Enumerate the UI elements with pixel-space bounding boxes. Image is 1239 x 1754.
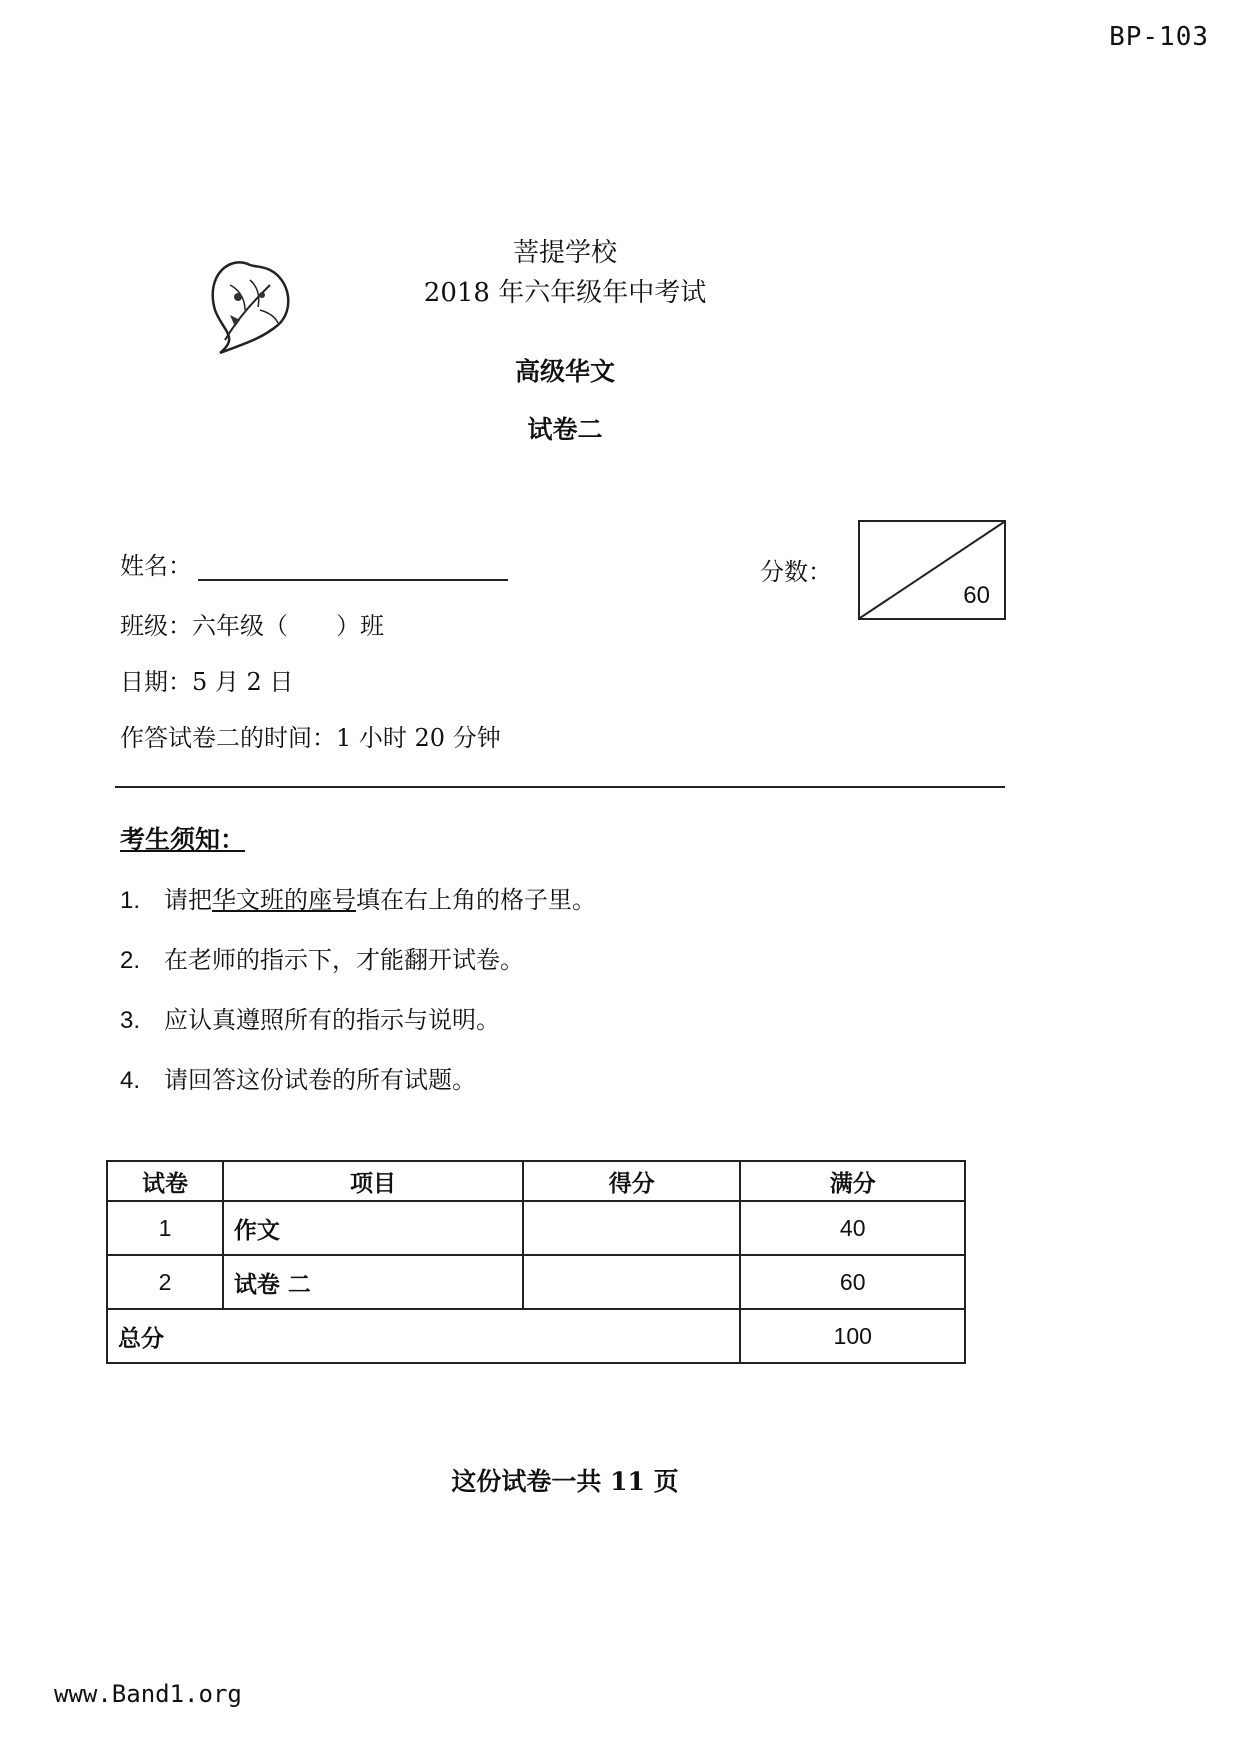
score-total: 60 [963, 582, 990, 609]
footer-url: www.Band1.org [54, 1680, 242, 1708]
instruction-number: 1. [120, 887, 141, 914]
instruction-item: 2. 在老师的指示下，才能翻开试卷。 [120, 946, 524, 974]
paper-title: 试卷二 [527, 415, 603, 444]
table-header-row [107, 1161, 965, 1201]
header-paper: 试卷 [107, 1161, 223, 1201]
table-row: 2 试卷 二 60 [107, 1255, 965, 1309]
class-field: 班级：六年级（ ）班 [120, 612, 384, 640]
instruction-item: 4. 请回答这份试卷的所有试题。 [120, 1066, 476, 1094]
subject-title: 高级华文 [514, 357, 615, 386]
header-full: 满分 [740, 1161, 965, 1201]
score-label: 分数： [760, 558, 832, 586]
exam-title: 2018 年六年级年中考试 [423, 278, 707, 308]
instruction-item: 1. 请把华文班的座号填在右上角的格子里。 [120, 886, 596, 914]
page-count: 这份试卷一共 11 页 [451, 1467, 679, 1496]
date-field: 日期：5 月 2 日 [120, 668, 294, 696]
name-field [120, 546, 508, 581]
name-label: 姓名： [120, 552, 192, 580]
header-item: 项目 [223, 1161, 523, 1201]
instruction-number: 3. [120, 1007, 141, 1034]
instruction-number: 4. [120, 1067, 141, 1094]
total-full: 100 [740, 1309, 965, 1363]
score-cell[interactable] [523, 1201, 740, 1255]
underlined-text: 华文班的座号 [212, 886, 356, 914]
table-total-row [107, 1309, 965, 1363]
table-row: 1 作文 40 [107, 1201, 965, 1255]
instruction-number: 2. [120, 947, 141, 974]
school-name: 菩提学校 [512, 238, 617, 268]
name-input-line[interactable] [198, 559, 508, 581]
score-box [858, 520, 1006, 620]
divider [115, 786, 1005, 788]
document-code: BP-103 [1109, 22, 1209, 52]
score-table [106, 1160, 966, 1364]
total-label: 总分 [107, 1309, 740, 1363]
time-field: 作答试卷二的时间：1 小时 20 分钟 [120, 724, 501, 752]
header-score: 得分 [523, 1161, 740, 1201]
instructions-title: 考生须知： [120, 825, 246, 854]
instruction-item: 3. 应认真遵照所有的指示与说明。 [120, 1006, 500, 1034]
score-cell[interactable] [523, 1255, 740, 1309]
